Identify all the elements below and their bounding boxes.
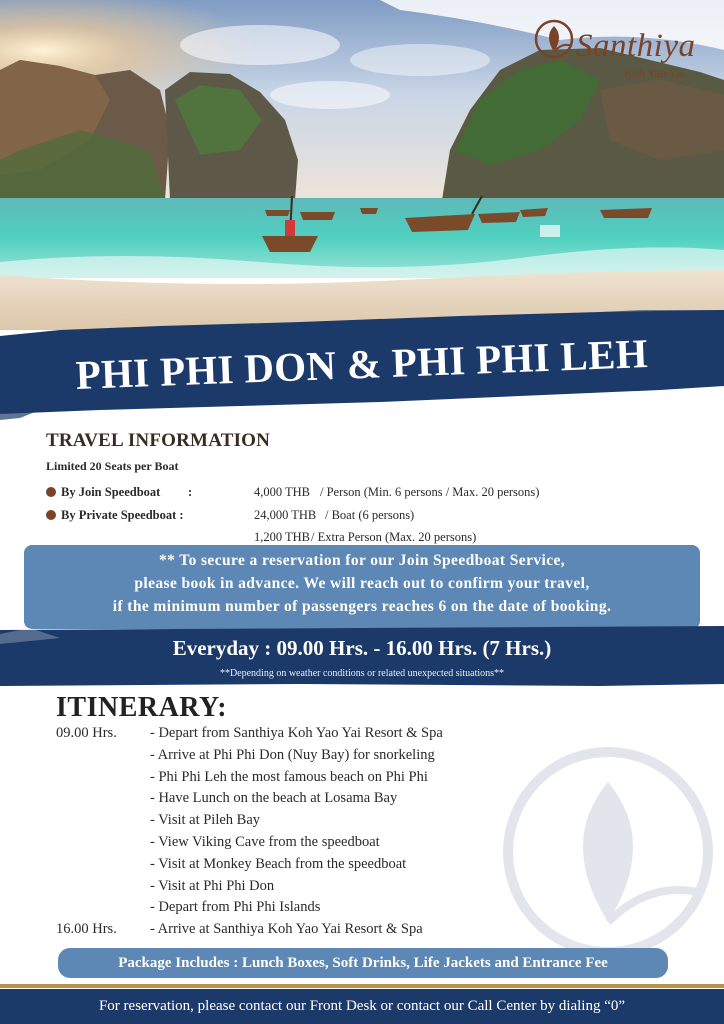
weather-note: **Depending on weather conditions or related unexpected situations** xyxy=(219,668,505,679)
itinerary-item: - Depart from Phi Phi Islands xyxy=(150,899,321,916)
santhiya-logo xyxy=(532,8,712,88)
notice-line: if the minimum number of passengers reaches 6 on the date of booking. xyxy=(112,598,612,615)
itinerary-item: - Have Lunch on the beach at Losama Bay xyxy=(150,790,398,807)
itinerary-item: - View Viking Cave from the speedboat xyxy=(150,833,380,850)
itinerary-list xyxy=(0,725,724,943)
brand-sub: Koh Yao Yai xyxy=(624,66,685,80)
footer-contact: For reservation, please contact our Front Desk or contact our Call Center by dialing “0” xyxy=(0,989,724,1024)
bullet-icon xyxy=(46,487,56,497)
price-row-colon: : xyxy=(188,485,193,499)
package-includes: Package Includes : Lunch Boxes, Soft Drinks, Life Jackets and Entrance Fee xyxy=(58,948,668,978)
hero-photo xyxy=(0,0,724,330)
itinerary-item: - Visit at Pileh Bay xyxy=(150,812,261,829)
price-row-label: By Private Speedboat : xyxy=(61,508,184,522)
page-title: PHI PHI DON & PHI PHI LEH xyxy=(74,330,649,398)
price-value: 4,000 THB xyxy=(254,485,311,499)
price-unit: / Person (Min. 6 persons / Max. 20 persons) xyxy=(320,485,540,499)
price-value: 24,000 THB xyxy=(254,508,317,522)
itinerary-item: - Arrive at Phi Phi Don (Nuy Bay) for snorkeling xyxy=(150,746,435,763)
price-value: 1,200 THB xyxy=(254,530,311,544)
bullet-icon xyxy=(46,510,56,520)
travel-info-heading: TRAVEL INFORMATION xyxy=(46,430,271,451)
reservation-notice xyxy=(24,545,700,629)
itinerary-item: 16.00 Hrs. - Arrive at Santhiya Koh Yao Yai Resort & Spa xyxy=(56,921,423,938)
price-row-label: By Join Speedboat xyxy=(61,485,161,499)
notice-line: please book in advance. We will reach out to confirm your travel, xyxy=(134,575,590,592)
price-unit: / Boat (6 persons) xyxy=(325,508,415,522)
itinerary-item: 09.00 Hrs. - Depart from Santhiya Koh Yao Yai Resort & Spa xyxy=(56,725,443,741)
itinerary-item: - Phi Phi Leh the most famous beach on Phi Phi xyxy=(150,768,428,785)
price-unit: / Extra Person (Max. 20 persons) xyxy=(311,530,477,544)
operating-hours: Everyday : 09.00 Hrs. - 16.00 Hrs. (7 Hrs.) xyxy=(172,636,552,660)
itinerary-item: - Visit at Monkey Beach from the speedboat xyxy=(150,855,407,872)
itinerary-item: - Visit at Phi Phi Don xyxy=(150,877,275,894)
seats-limit: Limited 20 Seats per Boat xyxy=(46,459,179,473)
notice-line: ** To secure a reservation for our Join Speedboat Service, xyxy=(158,552,566,569)
itinerary-heading: ITINERARY: xyxy=(56,692,228,723)
footer-divider xyxy=(0,984,724,988)
brand-name: Santhiya xyxy=(576,28,696,64)
